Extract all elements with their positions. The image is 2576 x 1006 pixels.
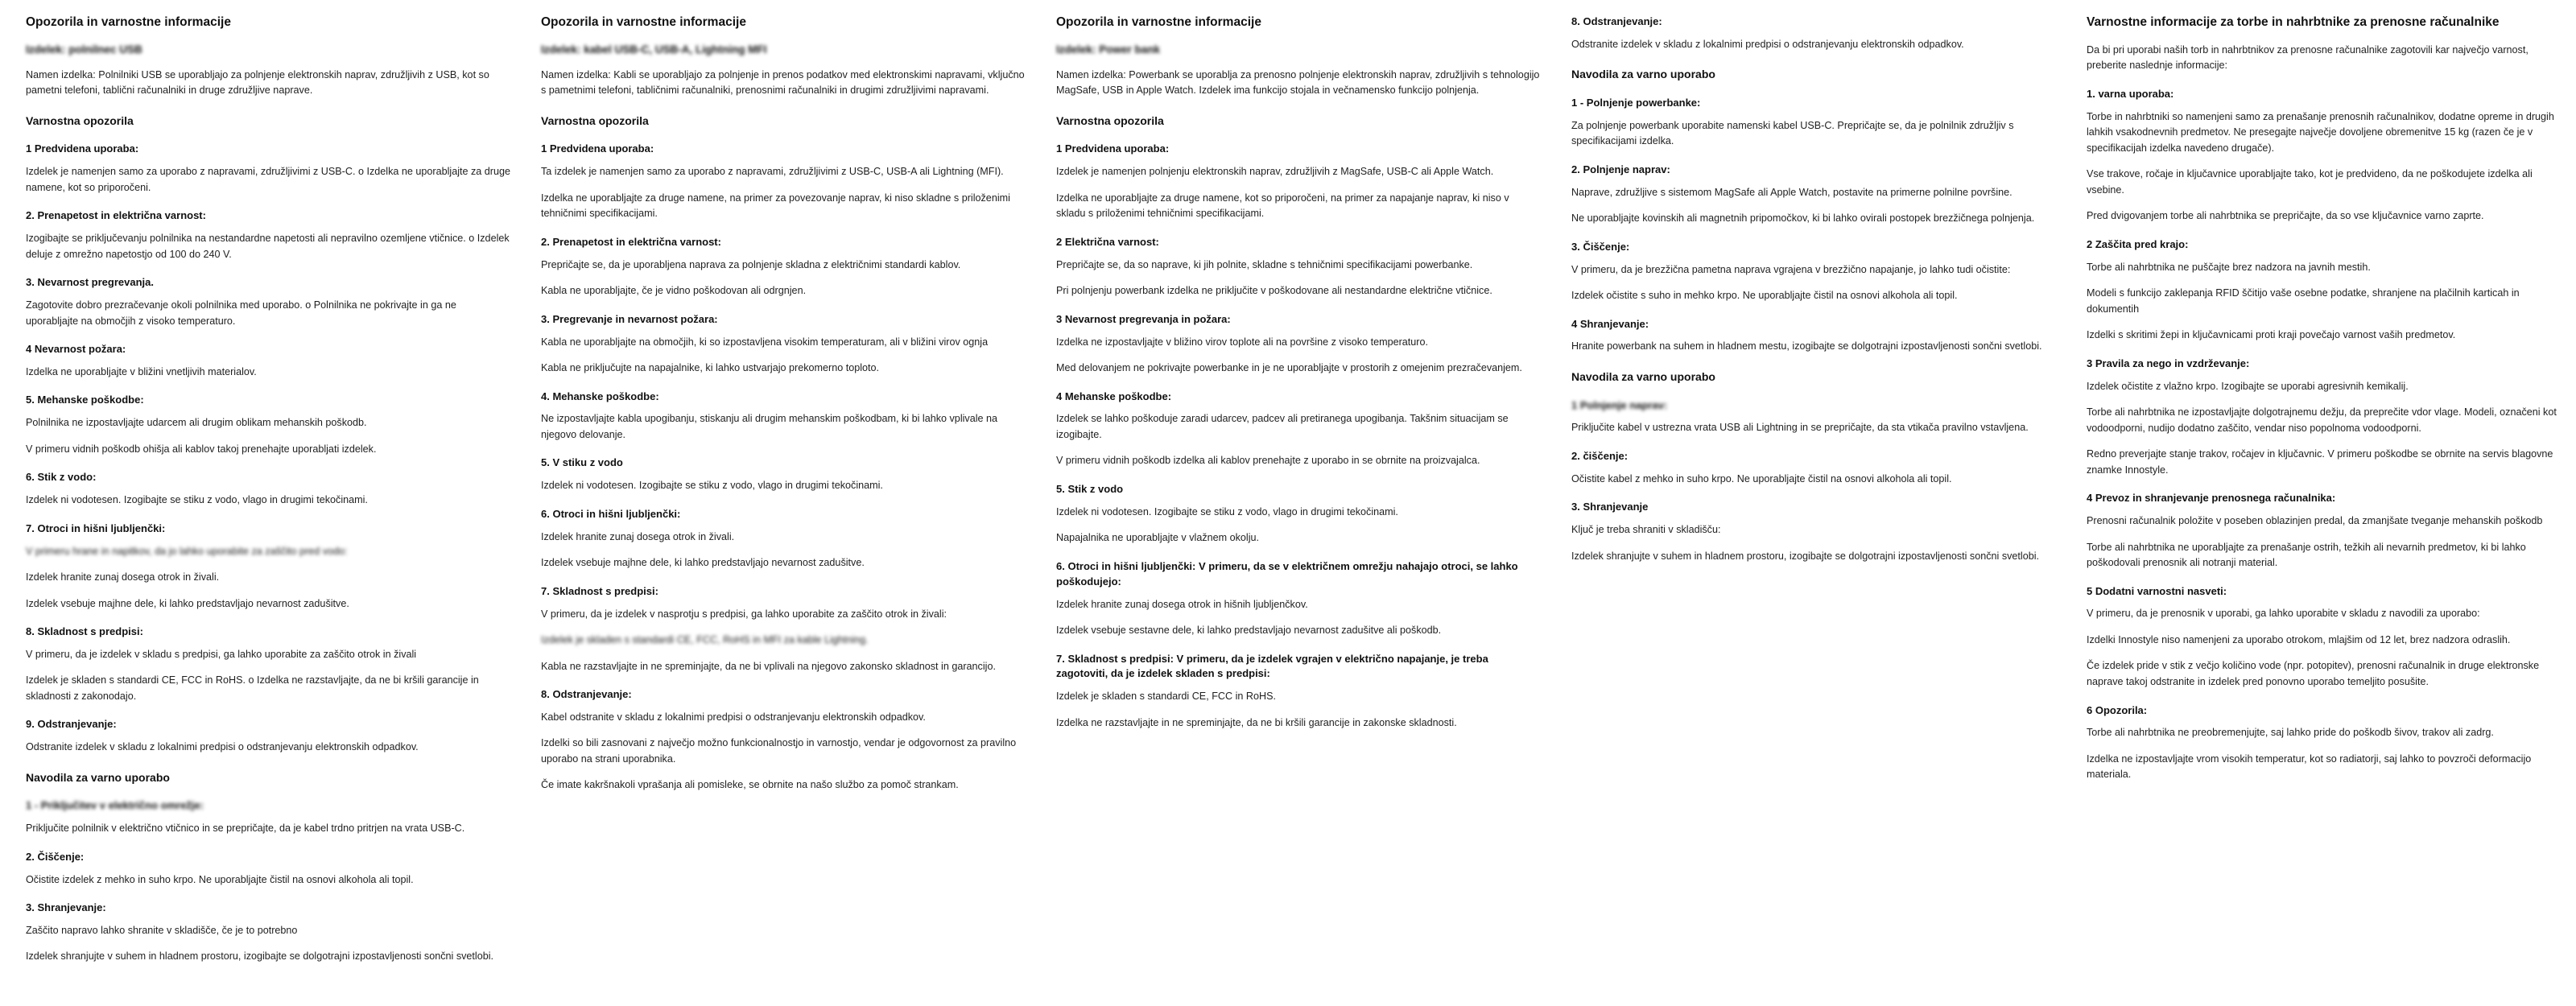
item-heading: 3. Shranjevanje — [1571, 501, 1649, 513]
item-heading: 5. V stiku z vodo — [541, 456, 623, 469]
item-heading: 2 Električna varnost: — [1056, 235, 1159, 248]
paragraph: Izdelek hranite zunaj dosega otrok in živali. — [26, 571, 220, 583]
item-heading: 2. čiščenje: — [1571, 449, 1629, 462]
paragraph: Med delovanjem ne pokrivajte powerbanke in je ne uporabljajte v prostorih z omejenim prezračevanjem. — [1056, 362, 1522, 374]
paragraph: Izdelka ne razstavljajte in ne spreminjajte, da ne bi kršili garancije in zakonske skladnosti. — [1056, 716, 1457, 728]
paragraph: Izdelek vsebuje majhne dele, ki lahko predstavljajo nevarnost zadušitve. — [541, 557, 865, 569]
column-subtitle-text: Izdelek: polnilnec USB — [26, 43, 142, 56]
section-heading: Navodila za varno uporabo — [26, 770, 170, 784]
item-heading: 3. Shranjevanje: — [26, 901, 106, 914]
paragraph: Izdelek je skladen s standardi CE, FCC in RoHS. — [1056, 691, 1276, 703]
paragraph: Torbe ali nahrbtnika ne uporabljajte za prenašanje ostrih, težkih ali nevarnih predmetov, ki bi lahko poškodovali prenosnik ali notranji material. — [2087, 541, 2526, 569]
paragraph: Napajalnika ne uporabljajte v vlažnem okolju. — [1056, 532, 1260, 544]
paragraph: Torbe ali nahrbtnika ne preobremenjujte, saj lahko pride do poškodb šivov, trakov ali zadrg. — [2087, 727, 2494, 739]
item-heading: 4 Prevoz in shranjevanje prenosnega računalnika: — [2087, 492, 2336, 505]
document-column-1 — [11, 14, 526, 1004]
paragraph: Zagotovite dobro prezračevanje okoli polnilnika med uporabo. o Polnilnika ne pokrivajte in ga ne uporabljajte na območjih z visoko temperaturo. — [26, 299, 456, 327]
paragraph: Izdelka ne izpostavljajte vrom visokih temperatur, kot so radiatorji, saj lahko to povzroči deformacijo materiala. — [2087, 752, 2532, 781]
paragraph: V primeru vidnih poškodb ohišja ali kablov takoj prenehajte uporabljati izdelek. — [26, 443, 377, 455]
item-heading: 3 Pravila za nego in vzdrževanje: — [2087, 357, 2250, 369]
paragraph-text: V primeru hrane in napitkov, da jo lahko uporabite za zaščito pred vodo: — [26, 545, 348, 557]
paragraph: Modeli s funkcijo zaklepanja RFID ščitijo vaše osebne podatke, shranjene na plačilnih karticah in dokumentih — [2087, 287, 2520, 315]
column-title: Opozorila in varnostne informacije — [26, 15, 231, 29]
paragraph: Izdelek ni vodotesen. Izogibajte se stiku z vodo, vlago in drugimi tekočinami. — [1056, 505, 1398, 517]
paragraph: Hranite powerbank na suhem in hladnem mestu, izogibajte se dolgotrajni izpostavljenosti sončni svetlobi. — [1571, 340, 2042, 353]
paragraph: Vse trakove, ročaje in ključavnice uporabljajte tako, kot je predvideno, da ne poškodujete izdelka ali vsebine. — [2087, 168, 2533, 196]
paragraph: Namen izdelka: Powerbank se uporablja za prenosno polnjenje elektronskih naprav, združljivih s tehnologijo MagSafe, USB in Apple Watch. Izdelek ima funkcijo stojala in večnamensko funkcijo polnjenja. — [1056, 68, 1540, 97]
paragraph: Prenosni računalnik položite v poseben oblazinjen predal, da zmanjšate tveganje mehanskih poškodb — [2087, 515, 2543, 527]
item-heading: 2. Prenapetost in električna varnost: — [541, 235, 721, 248]
item-heading: 1 Predvidena uporaba: — [541, 142, 654, 155]
paragraph: Izdelka ne izpostavljajte v bližino virov toplote ali na površine z visoko temperaturo. — [1056, 336, 1429, 348]
paragraph-text: Izdelek je skladen s standardi CE, FCC, RoHS in MFI za kable Lightning. — [541, 634, 869, 646]
section-heading: Navodila za varno uporabo — [1571, 68, 1715, 81]
item-heading: 5. Mehanske poškodbe: — [26, 394, 144, 406]
paragraph: Kabla ne uporabljajte, če je vidno poškodovan ali odrgnjen. — [541, 285, 807, 297]
column-subtitle — [1056, 43, 1541, 58]
section-heading: Navodila za varno uporabo — [1571, 369, 1715, 383]
paragraph: Ta izdelek je namenjen samo za uporabo z napravami, združljivimi z USB-C, USB-A ali Lightning (MFI). — [541, 166, 1004, 178]
item-heading: 8. Odstranjevanje: — [1571, 15, 1662, 27]
paragraph: Kabla ne razstavljajte in ne spreminjajte, da ne bi vplivali na njegovo zakonsko skladnost in garancijo. — [541, 660, 996, 672]
paragraph: Da bi pri uporabi naših torb in nahrbtnikov za prenosne računalnike zagotovili kar največjo varnost, preberite naslednje informacije: — [2087, 43, 2529, 72]
item-heading: 2. Prenapetost in električna varnost: — [26, 209, 206, 222]
paragraph: Namen izdelka: Polnilniki USB se uporabljajo za polnjenje elektronskih naprav, združljivih z USB, kot so pametni telefoni, tablični računalniki in druge združljive naprave. — [26, 68, 489, 97]
paragraph: Ključ je treba shraniti v skladišču: — [1571, 524, 1721, 536]
document-column-4 — [1557, 14, 2072, 1004]
item-heading: 2 Zaščita pred krajo: — [2087, 237, 2189, 250]
paragraph: Zaščito napravo lahko shranite v skladišče, če je to potrebno — [26, 924, 298, 936]
paragraph: V primeru, da je prenosnik v uporabi, ga lahko uporabite v skladu z navodili za uporabo: — [2087, 608, 2480, 620]
paragraph: Če izdelek pride v stik z večjo količino vode (npr. potopitev), prenosni računalnik in druge elektronske naprave takoj odstranite in izdelek pred ponovno uporabo temeljito posušite. — [2087, 660, 2540, 687]
item-heading: 8. Odstranjevanje: — [541, 688, 632, 701]
paragraph: Polnilnika ne izpostavljajte udarcem ali drugim oblikam mehanskih poškodb. — [26, 417, 367, 429]
item-heading: 7. Otroci in hišni ljubljenčki: — [26, 522, 166, 534]
column-title: Opozorila in varnostne informacije — [1056, 15, 1261, 29]
item-heading: 1 - Polnjenje powerbanke: — [1571, 96, 1701, 109]
paragraph: Izdelek je namenjen samo za uporabo z napravami, združljivimi z USB-C. o Izdelka ne uporabljajte za druge namene, kot so priporočeni. — [26, 166, 511, 193]
item-heading-text: 1 - Priključitev v električno omrežje: — [26, 799, 204, 812]
paragraph: Redno preverjajte stanje trakov, ročajev in ključavnic. V primeru poškodbe se obrnite na servis blagovne znamke Innostyle. — [2087, 448, 2553, 476]
document-column-3 — [1042, 14, 1557, 1004]
paragraph: V primeru, da je brezžična pametna naprava vgrajena v brezžično napajanje, jo lahko tudi očistite: — [1571, 263, 2011, 275]
item-heading: 1. varna uporaba: — [2087, 87, 2174, 100]
item-heading: 5. Stik z vodo — [1056, 482, 1124, 495]
item-heading: 6. Otroci in hišni ljubljenčki: — [541, 507, 681, 520]
paragraph: Izdelka ne uporabljajte za druge namene, na primer za povezovanje naprav, ki niso skladne s priloženimi tehničnimi specifikacijami. — [541, 192, 1010, 220]
paragraph: Izdelka ne uporabljajte v bližini vnetljivih materialov. — [26, 365, 257, 377]
column-title: Varnostne informacije za torbe in nahrbtnike za prenosne računalnike — [2087, 15, 2500, 29]
column-subtitle-text: Izdelek: Power bank — [1056, 43, 1161, 56]
item-heading: 2. Polnjenje naprav: — [1571, 163, 1670, 175]
paragraph: Za polnjenje powerbank uporabite namenski kabel USB-C. Prepričajte se, da je polnilnik združljiv s specifikacijami izdelka. — [1571, 119, 2014, 147]
paragraph: Izdelek hranite zunaj dosega otrok in živali. — [541, 530, 735, 542]
paragraph: Kabla ne uporabljajte na območjih, ki so izpostavljena visokim temperaturam, ali v bližini virov ognja — [541, 336, 989, 348]
document-column-2 — [526, 14, 1042, 1004]
paragraph: Izdelek vsebuje sestavne dele, ki lahko predstavljajo nevarnost zadušitve ali poškodb. — [1056, 625, 1442, 637]
item-heading: 7. Skladnost s predpisi: — [541, 584, 658, 597]
paragraph: Ne izpostavljajte kabla upogibanju, stiskanju ali drugim mehanskim poškodbam, ki bi lahko vplivale na njegovo delovanje. — [541, 413, 998, 440]
item-heading: 7. Skladnost s predpisi: V primeru, da je izdelek vgrajen v električno napajanje, je treba zagotoviti, da je izdelek skladen s predpisi: — [1056, 652, 1488, 680]
paragraph: Pred dvigovanjem torbe ali nahrbtnika se prepričajte, da so vse ključavnice varno zaprte. — [2087, 210, 2484, 222]
paragraph: Prepričajte se, da so naprave, ki jih polnite, skladne s tehničnimi specifikacijami powerbanke. — [1056, 258, 1473, 270]
paragraph: Izdelek je namenjen polnjenju elektronskih naprav, združljivih z MagSafe, USB-C ali Apple Watch. — [1056, 166, 1494, 178]
paragraph: Priključite kabel v ustrezna vrata USB ali Lightning in se prepričajte, da sta vtikača pravilno vstavljena. — [1571, 422, 2029, 434]
column-title: Opozorila in varnostne informacije — [541, 15, 746, 29]
paragraph: Izdelek je skladen s standardi CE, FCC in RoHS. o Izdelka ne razstavljajte, da ne bi kršili garancije in skladnosti z zakonodajo. — [26, 674, 479, 702]
paragraph: Ne uporabljajte kovinskih ali magnetnih pripomočkov, ki bi lahko ovirali postopek brezžičnega polnjenja. — [1571, 212, 2035, 225]
item-heading: 1 Predvidena uporaba: — [1056, 142, 1170, 155]
paragraph: Kabla ne priključujte na napajalnike, ki lahko ustvarjajo prekomerno toploto. — [541, 362, 880, 374]
item-heading: 6 Opozorila: — [2087, 703, 2148, 716]
section-heading: Varnostna opozorila — [541, 113, 649, 127]
paragraph: Izogibajte se priključevanju polnilnika na nestandardne napetosti ali nepravilno ozemljene vtičnice. o Izdelek deluje z omrežno napetostjo od 100 do 240 V. — [26, 233, 510, 260]
paragraph: Torbe in nahrbtniki so namenjeni samo za prenašanje prenosnih računalnikov, dodatne opreme in drugih lahkih vsakodnevnih predmetov. Ne presegajte največje dovoljene obremenitve 15 kg (razen če je v specifikacijah izdelka navedeno drugače). — [2087, 110, 2554, 154]
paragraph: Prepričajte se, da je uporabljena naprava za polnjenje skladna z električnimi standardi kablov. — [541, 258, 961, 270]
paragraph: Odstranite izdelek v skladu z lokalnimi predpisi o odstranjevanju elektronskih odpadkov. — [1571, 38, 1964, 50]
paragraph: Izdelek očistite s suho in mehko krpo. Ne uporabljajte čistil na osnovi alkohola ali topil. — [1571, 290, 1958, 302]
item-heading: 4 Shranjevanje: — [1571, 317, 1649, 330]
paragraph: Izdelek shranjujte v suhem in hladnem prostoru, izogibajte se dolgotrajni izpostavljenosti sončni svetlobi. — [1571, 550, 2040, 562]
column-subtitle — [26, 43, 510, 58]
paragraph-blurred — [541, 633, 1026, 649]
paragraph: Če imate kakršnakoli vprašanja ali pomisleke, se obrnite na našo službo za pomoč strankam. — [541, 779, 959, 791]
section-heading: Varnostna opozorila — [1056, 113, 1164, 127]
paragraph: Namen izdelka: Kabli se uporabljajo za polnjenje in prenos podatkov med elektronskimi napravami, vključno s pametnimi telefoni, tabličnimi računalniki, prenosnimi računalniki in drugimi združljivimi napravami. — [541, 68, 1025, 97]
paragraph: Izdelki s skritimi žepi in ključavnicami proti kraji povečajo varnost vaših predmetov. — [2087, 329, 2456, 341]
paragraph: Izdelki Innostyle niso namenjeni za uporabo otrokom, mlajšim od 12 let, brez nadzora odraslih. — [2087, 633, 2511, 645]
item-heading-text: 1 Polnjenje naprav: — [1571, 398, 1668, 411]
column-subtitle — [541, 43, 1026, 58]
paragraph: Izdelek ni vodotesen. Izogibajte se stiku z vodo, vlago in drugimi tekočinami. — [26, 494, 368, 506]
item-heading: 4. Mehanske poškodbe: — [541, 390, 659, 402]
item-heading: 1 Predvidena uporaba: — [26, 142, 139, 155]
paragraph: Izdelek očistite z vlažno krpo. Izogibajte se uporabi agresivnih kemikalij. — [2087, 380, 2409, 392]
paragraph: V primeru, da je izdelek v skladu s predpisi, ga lahko uporabite za zaščito otrok in živali — [26, 648, 417, 660]
section-heading: Varnostna opozorila — [26, 113, 134, 127]
document-column-5 — [2072, 14, 2576, 1004]
item-heading: 6. Stik z vodo: — [26, 471, 97, 484]
item-heading: 9. Odstranjevanje: — [26, 718, 117, 731]
paragraph: V primeru vidnih poškodb izdelka ali kablov prenehajte z uporabo in se obrnite na proizvajalca. — [1056, 455, 1480, 467]
item-heading: 4 Nevarnost požara: — [26, 343, 126, 356]
paragraph: Priključite polnilnik v električno vtičnico in se prepričajte, da je kabel trdno pritrjen na vrata USB-C. — [26, 823, 465, 835]
paragraph: Izdelek vsebuje majhne dele, ki lahko predstavljajo nevarnost zadušitve. — [26, 597, 349, 609]
item-heading: 3. Nevarnost pregrevanja. — [26, 276, 154, 289]
paragraph-blurred — [26, 544, 510, 560]
paragraph: Izdelek hranite zunaj dosega otrok in hišnih ljubljenčkov. — [1056, 598, 1308, 610]
item-heading: 8. Skladnost s predpisi: — [26, 625, 143, 638]
paragraph: Izdelek se lahko poškoduje zaradi udarcev, padcev ali pretiranega upogibanja. Takšnim situacijam se izogibajte. — [1056, 413, 1509, 440]
item-heading — [26, 798, 510, 814]
paragraph: Očistite kabel z mehko in suho krpo. Ne uporabljajte čistil na osnovi alkohola ali topil. — [1571, 472, 1952, 484]
paragraph: Kabel odstranite v skladu z lokalnimi predpisi o odstranjevanju elektronskih odpadkov. — [541, 711, 926, 723]
item-heading: 5 Dodatni varnostni nasveti: — [2087, 584, 2227, 597]
item-heading: 6. Otroci in hišni ljubljenčki: V primeru, da se v električnem omrežju nahajajo otroci, se lahko poškodujejo: — [1056, 559, 1518, 588]
item-heading: 2. Čiščenje: — [26, 850, 85, 863]
paragraph: Torbe ali nahrbtnika ne izpostavljajte dolgotrajnemu dežju, da preprečite vdor vlage. Modeli, označeni kot vodoodporni, nudijo dodatno zaščito, vendar niso popolnoma vodoodporni. — [2087, 406, 2557, 434]
item-heading: 3. Čiščenje: — [1571, 240, 1630, 253]
item-heading — [1571, 398, 2056, 414]
paragraph: V primeru, da je izdelek v nasprotju s predpisi, ga lahko uporabite za zaščito otrok in živali: — [541, 608, 947, 620]
paragraph: Torbe ali nahrbtnika ne puščajte brez nadzora na javnih mestih. — [2087, 261, 2371, 273]
paragraph: Očistite izdelek z mehko in suho krpo. Ne uporabljajte čistil na osnovi alkohola ali topil. — [26, 873, 414, 885]
item-heading: 3 Nevarnost pregrevanja in požara: — [1056, 312, 1231, 325]
paragraph: Pri polnjenju powerbank izdelka ne priključite v poškodovane ali nestandardne električne vtičnice. — [1056, 285, 1492, 297]
paragraph: Izdelek shranjujte v suhem in hladnem prostoru, izogibajte se dolgotrajni izpostavljenosti sončni svetlobi. — [26, 950, 494, 963]
paragraph: Izdelka ne uporabljajte za druge namene, kot so priporočeni, na primer za napajanje naprav, ki niso v skladu s priloženimi tehničnimi specifikacijami. — [1056, 192, 1509, 220]
paragraph: Odstranite izdelek v skladu z lokalnimi predpisi o odstranjevanju elektronskih odpadkov. — [26, 741, 419, 753]
paragraph: Naprave, združljive s sistemom MagSafe ali Apple Watch, postavite na primerne polnilne površine. — [1571, 186, 2013, 198]
item-heading: 4 Mehanske poškodbe: — [1056, 390, 1172, 402]
item-heading: 3. Pregrevanje in nevarnost požara: — [541, 312, 718, 325]
paragraph: Izdelek ni vodotesen. Izogibajte se stiku z vodo, vlago in drugimi tekočinami. — [541, 480, 883, 492]
paragraph: Izdelki so bili zasnovani z največjo možno funkcionalnostjo in varnostjo, vendar je odgovornost za pravilno uporabo na strani uporabnika. — [541, 737, 1017, 765]
column-subtitle-text: Izdelek: kabel USB-C, USB-A, Lightning MFI — [541, 43, 767, 56]
